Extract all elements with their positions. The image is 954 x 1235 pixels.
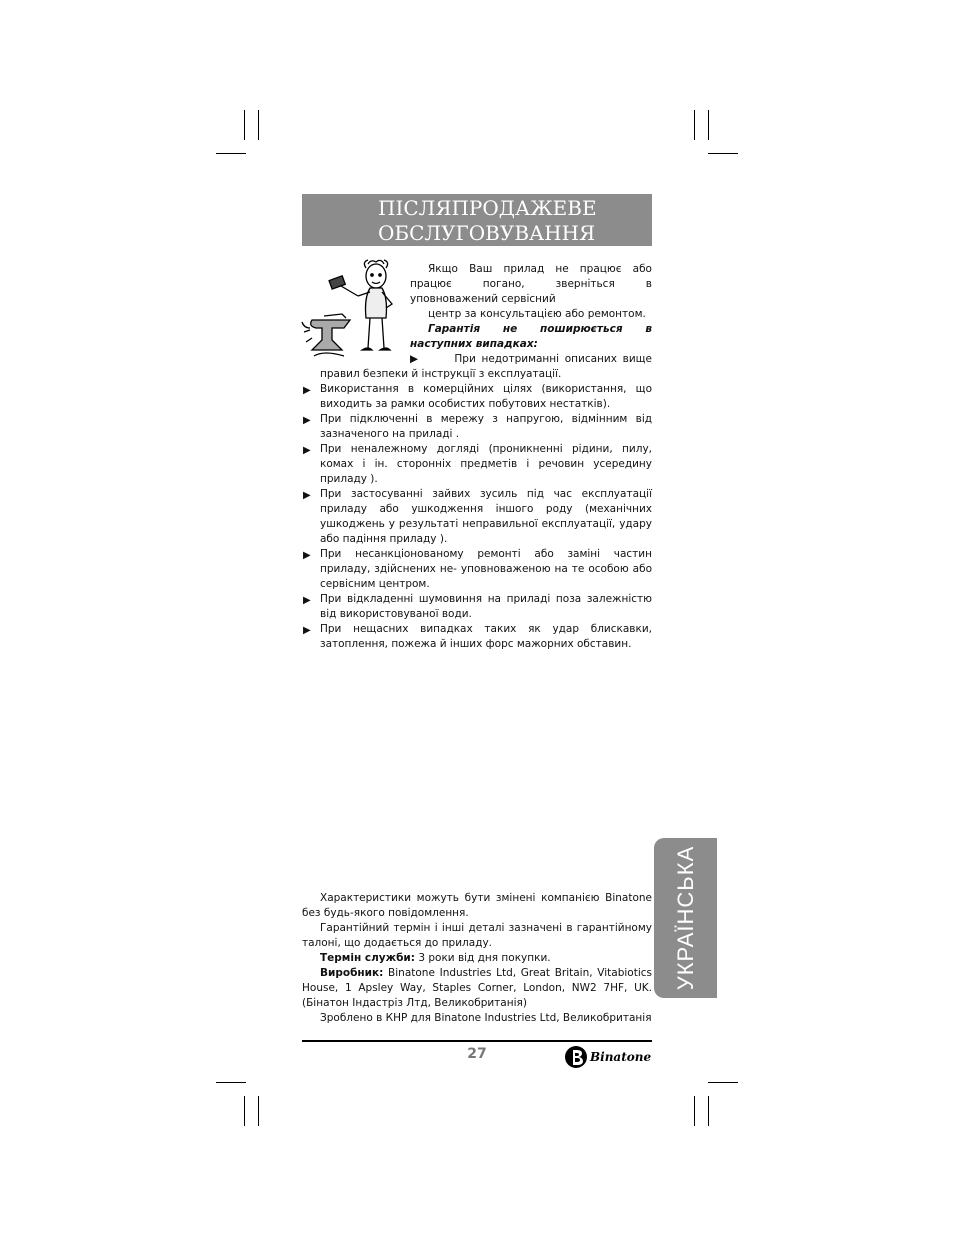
bullet-triangle-icon: ▶ xyxy=(303,385,311,396)
crop-mark-br-v1 xyxy=(694,1096,695,1126)
warranty-notice: Гарантійний термін і інші деталі зазначені в гарантійному талоні, що додається до приладу. xyxy=(302,922,652,949)
crop-mark-tr-v1 xyxy=(694,110,695,140)
exclusion-list xyxy=(302,367,652,652)
list-item-text: При неналежному догляді (проникненні рідини, пилу, комах і ін. сторонніх предметів і речовин усередину приладу ). xyxy=(320,443,652,485)
list-item xyxy=(302,412,652,442)
brand-logo xyxy=(564,1044,651,1070)
list-item xyxy=(302,592,652,622)
repairman-illustration xyxy=(298,258,410,368)
bullet-triangle-icon: ▶ xyxy=(410,353,421,365)
list-item-text: При відкладенні шумовиння на приладі поза залежністю від використовуваної води. xyxy=(320,593,652,620)
service-life-label: Термін служби: xyxy=(320,952,415,964)
crop-mark-br-h xyxy=(708,1082,738,1083)
section-title xyxy=(302,194,652,246)
made-in: Зроблено в КНР для Binatone Industries Ltd, Великобританія xyxy=(320,1012,652,1024)
list-item xyxy=(302,442,652,487)
list-item xyxy=(302,622,652,652)
manufacturer-label: Виробник: xyxy=(320,967,384,979)
bullet-triangle-icon: ▶ xyxy=(303,445,311,456)
intro-line-4: центр за консультацією або ремонтом. xyxy=(428,308,646,320)
language-tab-label: УКРАЇНСЬКА xyxy=(672,845,698,991)
footer-divider xyxy=(302,1040,652,1042)
crop-mark-bl-h xyxy=(216,1082,246,1083)
crop-mark-tl-h xyxy=(216,153,246,154)
section-title-line-2: ОБСЛУГОВУВАННЯ xyxy=(378,221,596,245)
bullet-triangle-icon: ▶ xyxy=(303,490,311,501)
bullet-triangle-icon: ▶ xyxy=(303,550,311,561)
specs-notice: Характеристики можуть бути змінені компанією Binatone без будь-якого повідомлення. xyxy=(302,892,652,919)
crop-mark-tr-h xyxy=(708,153,738,154)
service-life-value: 3 роки від дня покупки. xyxy=(415,952,551,964)
crop-mark-bl-v1 xyxy=(244,1096,245,1126)
list-item-text: При несанкціонованому ремонті або заміні частин приладу, здійснених не- уповноваженою на те особою або сервісним центром. xyxy=(320,548,652,590)
crop-mark-tr-v2 xyxy=(708,110,709,140)
manufacturer xyxy=(302,966,652,1011)
crop-mark-tl-v2 xyxy=(258,110,259,140)
service-life xyxy=(302,951,652,966)
list-item xyxy=(302,382,652,412)
bottom-notes xyxy=(302,891,652,1026)
list-item-text: При підключенні в мережу з напругою, відмінним від зазначеного на приладі . xyxy=(320,413,652,440)
first-exclusion-line-1 xyxy=(410,352,652,367)
page-number: 27 xyxy=(467,1046,487,1062)
crop-mark-tl-v1 xyxy=(244,110,245,140)
intro-line-3: уповноважений сервісний xyxy=(410,293,556,305)
first-exclusion-text: При недотриманні описаних вище xyxy=(454,353,652,365)
binatone-logo-icon xyxy=(564,1045,588,1069)
bullet-triangle-icon: ▶ xyxy=(303,625,311,636)
list-item-text: Використання в комерційних цілях (використання, що виходить за рамки особистих побутових нестатків). xyxy=(320,383,652,410)
warranty-heading-line-1: Гарантія не поширюється в xyxy=(428,323,652,335)
warranty-heading-line-2: наступних випадках: xyxy=(410,338,538,350)
manufacturer-value: Binatone Industries Ltd, Great Britain, Vitabiotics House, 1 Apsley Way, Staples Corner, London, NW2 7HF, UK. (Бінатон Індастріз Лтд, Великобританія) xyxy=(302,967,652,1009)
language-tab xyxy=(654,838,717,998)
list-item xyxy=(302,547,652,592)
brand-name: Binatone xyxy=(590,1050,652,1064)
first-exclusion-line-2 xyxy=(302,367,652,382)
crop-mark-br-v2 xyxy=(708,1096,709,1126)
first-exclusion-continuation: правил безпеки й інструкції з експлуатації. xyxy=(320,368,562,380)
crop-mark-bl-v2 xyxy=(258,1096,259,1126)
intro-line-2: працює погано, зверніться в xyxy=(410,278,652,290)
bullet-triangle-icon: ▶ xyxy=(303,595,311,606)
bullet-triangle-icon: ▶ xyxy=(303,415,311,426)
list-item-text: При застосуванні зайвих зусиль під час експлуатації приладу або ушкодження іншого роду (механічних ушкоджень у результаті неправильної експлуатації, удару або падіння приладу ). xyxy=(320,488,652,545)
intro-text xyxy=(410,262,652,367)
intro-line-1: Якщо Ваш прилад не працює або xyxy=(428,263,652,275)
section-title-line-1: ПІСЛЯПРОДАЖЕВЕ xyxy=(378,196,597,220)
list-item-text: При нещасних випадках таких як удар блискавки, затоплення, пожежа й інших форс мажорних обставин. xyxy=(320,623,652,650)
list-item xyxy=(302,487,652,547)
